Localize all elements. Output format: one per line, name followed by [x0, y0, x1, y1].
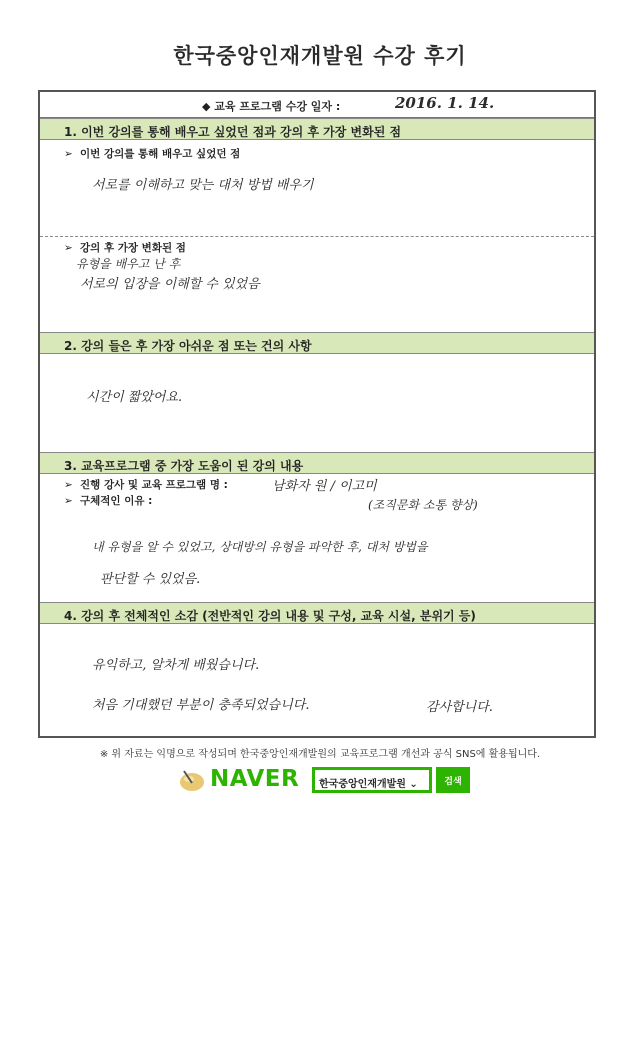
program-value: (조직문화 소통 향상) — [368, 498, 478, 512]
s4-answer-line2: 처음 기대했던 부분이 충족되었습니다. — [92, 698, 310, 713]
date-row — [40, 92, 594, 118]
q1-answer: 서로를 이해하고 맞는 대처 방법 배우기 — [92, 178, 314, 193]
reason-line2: 판단할 수 있었음. — [100, 572, 201, 587]
review-form — [38, 90, 596, 738]
section-2-answer: 시간이 짧았어요. — [86, 390, 183, 405]
page-title: 한국중앙인재개발원 수강 후기 — [173, 44, 467, 68]
section-3-heading: 3. 교육프로그램 중 가장 도움이 된 강의 내용 — [40, 452, 594, 474]
arrow-icon: ➢ — [64, 495, 73, 507]
instructor-value: 남화자 원 / 이고미 — [272, 479, 377, 494]
search-input[interactable]: 한국중앙인재개발원 ⌄ — [312, 767, 432, 793]
q2-label: ➢ 강의 후 가장 변화된 점 — [64, 242, 186, 254]
naver-logo: NAVER — [210, 766, 300, 792]
section-4-heading: 4. 강의 후 전체적인 소감 (전반적인 강의 내용 및 구성, 교육 시설, 분위기 등) — [40, 602, 594, 624]
s4-answer-line1: 유익하고, 알차게 배웠습니다. — [92, 658, 260, 673]
reason-label: ➢ 구체적인 이유 : — [64, 495, 153, 507]
s4-answer-thanks: 감사합니다. — [426, 700, 493, 715]
section-1-heading: 1. 이번 강의를 통해 배우고 싶었던 점과 강의 후 가장 변화된 점 — [40, 118, 594, 140]
search-button[interactable]: 검색 — [436, 767, 470, 793]
arrow-icon: ➢ — [64, 148, 73, 160]
q2-answer-line1: 유형을 배우고 난 후 — [76, 257, 181, 271]
date-value: 2016. 1. 14. — [395, 94, 495, 112]
instructor-label: ➢ 진행 강사 및 교육 프로그램 명 : — [64, 479, 228, 491]
reason-line1: 내 유형을 알 수 있었고, 상대방의 유형을 파악한 후, 대처 방법을 — [92, 540, 428, 554]
naver-search-banner — [178, 763, 474, 797]
naver-ball-icon — [178, 767, 208, 793]
section-2-heading: 2. 강의 들은 후 가장 아쉬운 점 또는 건의 사항 — [40, 332, 594, 354]
q2-answer-line2: 서로의 입장을 이해할 수 있었음 — [80, 277, 260, 292]
footnote: ※ 위 자료는 익명으로 작성되며 한국중앙인재개발원의 교육프로그램 개선과 공식 SNS에 활용됩니다. — [99, 749, 541, 760]
arrow-icon: ➢ — [64, 242, 73, 254]
q1-label: ➢ 이번 강의를 통해 배우고 싶었던 점 — [64, 148, 241, 160]
date-label: ◆ 교육 프로그램 수강 일자 : — [202, 100, 341, 113]
section-1-divider — [40, 236, 594, 237]
arrow-icon: ➢ — [64, 479, 73, 491]
